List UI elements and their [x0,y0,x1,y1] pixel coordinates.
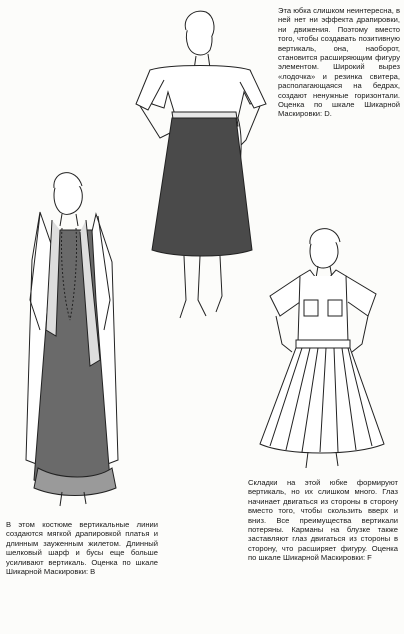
caption-sweater-skirt [278,6,400,119]
caption-text: В этом костюме вертикальные линии создаются мягкой драпировкой платья и длинным зауженным жилетом. Длинный шелковый шарф и бусы еще больше усиливают вертикаль. Оценка по шкале Шикарной Маскировки: В [6,520,158,577]
caption-text: Эта юбка слишком неинтересна, в ней нет ни эффекта драпировки, ни движения. Поэтому вместо того, чтобы создавать позитивную вертикаль, она, наоборот, становится расширяющим фигуру элементом. Широкий вырез «лодочка» и резинка свитера, располагающаяся на бедрах, создают ненужные горизонтали. Оценка по шкале Шикарной Маскировки: D. [278,6,400,119]
caption-text: Складки на этой юбке формируют вертикаль, но их слишком много. Глаз начинает двигаться из стороны в сторону вместо того, чтобы скользить вверх и вниз. Все преимущества вертикали потеряны. Карманы на блузке также заставляют глаз двигаться из стороны в сторону, что расширяет фигуру. Оценка по шкале Шикарной Маскировки: F [248,478,398,563]
figure-dress-vest [26,173,118,506]
figure-shirt-dress [260,229,384,468]
caption-shirt-dress [248,478,398,563]
figure-sweater-skirt [136,11,266,318]
caption-dress-vest [6,520,158,576]
